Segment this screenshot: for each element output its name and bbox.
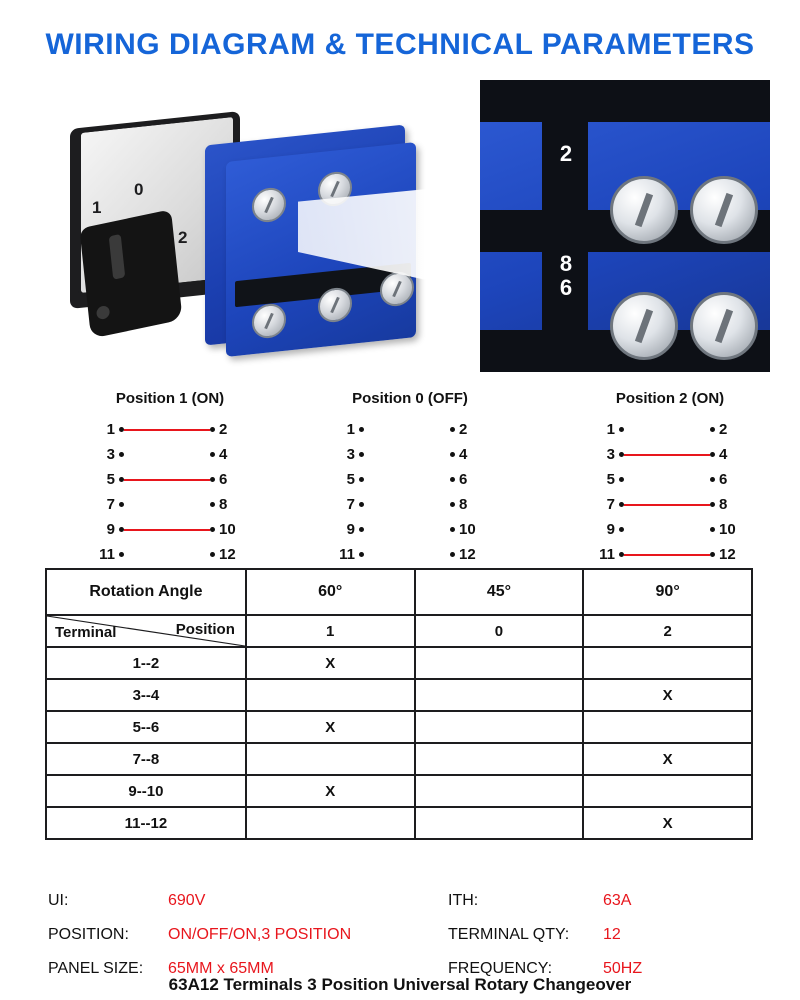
position-diagram-title: Position 2 (ON) <box>615 390 725 407</box>
connection-wire <box>124 479 210 481</box>
terminal-pair-row <box>285 542 535 567</box>
terminal-pair-row <box>285 492 535 517</box>
table-cell <box>415 679 584 711</box>
table-cell: X <box>583 807 752 839</box>
terminal-dot-right <box>210 552 215 557</box>
terminal-left-label: 7 <box>606 496 615 513</box>
technical-table <box>45 568 753 840</box>
spec-left <box>48 926 448 944</box>
terminal-right-label: 12 <box>219 546 236 563</box>
terminal-right-label: 10 <box>219 521 236 538</box>
terminal-right-label: 6 <box>219 471 228 488</box>
rotation-angle-label: Rotation Angle <box>46 569 246 615</box>
spec-label-panel-size: PANEL SIZE: <box>48 960 144 977</box>
terminal-pair-row <box>45 492 295 517</box>
terminal-right-label: 4 <box>719 446 728 463</box>
terminal-pair-row <box>285 517 535 542</box>
table-cell <box>583 647 752 679</box>
terminal-left-label: 11 <box>99 546 115 563</box>
terminal-right-label: 2 <box>219 421 228 438</box>
zoom-terminal-number-10: 10 <box>554 391 578 413</box>
spec-row <box>48 918 758 952</box>
table-row <box>46 743 752 775</box>
terminal-left-label: 1 <box>106 421 115 438</box>
table-row <box>46 775 752 807</box>
terminal-left-label: 9 <box>606 521 615 538</box>
spec-value-terminal-qty: 12 <box>603 926 621 943</box>
position-value-1: 1 <box>246 615 415 647</box>
terminal-left-label: 1 <box>346 421 355 438</box>
terminal-right-label: 4 <box>219 446 228 463</box>
connection-gap <box>624 554 710 556</box>
terminal-pair-row <box>545 417 795 442</box>
terminal-right-label: 8 <box>719 496 728 513</box>
terminal-pair-row <box>545 517 795 542</box>
connection-gap <box>364 454 450 456</box>
terminal-dot-right <box>210 452 215 457</box>
terminal-pair-label: 1--2 <box>46 647 246 679</box>
zoom-terminal-screw <box>690 292 758 360</box>
angle-45: 45° <box>415 569 584 615</box>
knob-slot <box>109 234 126 280</box>
zoom-terminal-number-6: 6 <box>559 275 573 300</box>
terminal-dot-right <box>450 452 455 457</box>
terminal-pair-row <box>45 542 295 567</box>
terminal-pair-row <box>285 442 535 467</box>
position-diagram-title: Position 0 (OFF) <box>352 390 468 407</box>
connection-gap <box>624 479 710 481</box>
spec-value-panel-size: 65MM x 65MM <box>168 960 274 977</box>
connection-gap <box>624 529 710 531</box>
terminal-dot-right <box>210 477 215 482</box>
terminal-left-label: 9 <box>346 521 355 538</box>
terminal-right-label: 2 <box>719 421 728 438</box>
angle-60: 60° <box>246 569 415 615</box>
table-row-rotation-angle <box>46 569 752 615</box>
table-cell: X <box>246 647 415 679</box>
zoom-terminal-screw <box>690 176 758 244</box>
zoom-number-strip <box>542 80 588 365</box>
angle-90: 90° <box>583 569 752 615</box>
terminal-right-label: 6 <box>719 471 728 488</box>
connection-gap <box>364 479 450 481</box>
terminal-left-label: 5 <box>346 471 355 488</box>
connection-gap <box>124 429 210 431</box>
terminal-dot-right <box>450 502 455 507</box>
terminal-left-label: 7 <box>346 496 355 513</box>
table-cell <box>415 647 584 679</box>
connection-gap <box>364 504 450 506</box>
spec-value-ith: 63A <box>603 892 632 909</box>
table-cell <box>415 743 584 775</box>
zoom-terminal-number-12: 12 <box>554 369 578 391</box>
terminal-pair-row <box>285 417 535 442</box>
terminal-left-label: 9 <box>106 521 115 538</box>
terminal-dot-right <box>210 527 215 532</box>
spec-row <box>48 884 758 918</box>
connection-gap <box>364 429 450 431</box>
table-row <box>46 647 752 679</box>
zoom-dark-bar <box>480 80 770 122</box>
connection-gap <box>124 454 210 456</box>
terminal-dot-right <box>710 452 715 457</box>
terminal-left-label: 11 <box>599 546 615 563</box>
table-cell: X <box>583 743 752 775</box>
terminal-left-label: 3 <box>606 446 615 463</box>
connection-gap <box>624 429 710 431</box>
position-diagram-title: Position 1 (ON) <box>115 390 225 407</box>
table-row <box>46 711 752 743</box>
spec-value-ui: 690V <box>168 892 206 909</box>
terminal-pair-row <box>45 467 295 492</box>
table-cell: X <box>246 711 415 743</box>
table-cell <box>415 807 584 839</box>
terminal-pair-label: 9--10 <box>46 775 246 807</box>
connection-wire <box>124 429 210 431</box>
terminal-pair-row <box>545 467 795 492</box>
rotary-knob <box>79 209 182 338</box>
table-cell <box>415 775 584 807</box>
connection-wire <box>624 454 710 456</box>
spec-label-frequency: FREQUENCY: <box>448 960 553 977</box>
terminal-right-label: 2 <box>459 421 468 438</box>
terminal-right-label: 8 <box>459 496 468 513</box>
terminal-left-label: 7 <box>106 496 115 513</box>
terminal-pair-row <box>45 417 295 442</box>
terminal-pair-row <box>45 517 295 542</box>
spec-label-position: POSITION: <box>48 926 129 943</box>
position-diagrams <box>0 390 800 570</box>
connection-gap <box>124 504 210 506</box>
connection-gap <box>364 554 450 556</box>
position-value-2: 2 <box>583 615 752 647</box>
terminal-left-label: 3 <box>346 446 355 463</box>
table-cell <box>246 679 415 711</box>
connection-wire <box>624 554 710 556</box>
terminal-pair-row <box>285 467 535 492</box>
dial-marking-1: 1 <box>92 198 102 217</box>
terminal-right-label: 6 <box>459 471 468 488</box>
position-diagram-1 <box>45 390 295 567</box>
dial-marking-0: 0 <box>134 180 144 199</box>
spec-right <box>448 892 758 910</box>
connection-gap <box>624 454 710 456</box>
spec-value-position: ON/OFF/ON,3 POSITION <box>168 926 352 943</box>
terminal-right-label: 12 <box>719 546 736 563</box>
spec-label-terminal-qty: TERMINAL QTY: <box>448 926 570 943</box>
table-row <box>46 807 752 839</box>
terminal-dot-right <box>450 477 455 482</box>
terminal-left-label: 1 <box>606 421 615 438</box>
zoom-terminal-screw <box>610 292 678 360</box>
terminal-dot-right <box>450 427 455 432</box>
corner-label-position: Position <box>175 621 235 638</box>
connection-wire <box>624 504 710 506</box>
terminal-pair-row <box>545 542 795 567</box>
connection-gap <box>124 554 210 556</box>
specifications <box>48 884 758 986</box>
zoom-terminal-number-8: 8 <box>559 251 573 276</box>
terminal-dot-right <box>450 552 455 557</box>
terminal-left-label: 5 <box>606 471 615 488</box>
terminal-right-label: 12 <box>459 546 476 563</box>
position-value-0: 0 <box>415 615 584 647</box>
page-title: WIRING DIAGRAM & TECHNICAL PARAMETERS <box>45 28 755 61</box>
terminal-pair-row <box>545 442 795 467</box>
table-cell <box>583 775 752 807</box>
zoom-terminal-number-2: 2 <box>559 141 573 166</box>
position-diagram-2 <box>545 390 795 567</box>
spec-value-frequency: 50HZ <box>603 960 643 977</box>
terminal-pair-label: 3--4 <box>46 679 246 711</box>
position-diagram-0 <box>285 390 535 567</box>
spec-label-ith: ITH: <box>448 892 479 909</box>
terminal-right-label: 8 <box>219 496 228 513</box>
footer-caption: 63A12 Terminals 3 Position Universal Rotary Changeover <box>168 975 632 994</box>
terminal-dot-right <box>710 527 715 532</box>
table-cell <box>246 807 415 839</box>
terminal-dot-right <box>210 502 215 507</box>
terminal-pair-label: 7--8 <box>46 743 246 775</box>
spec-right <box>448 926 758 944</box>
connection-gap <box>124 529 210 531</box>
terminal-dot-right <box>710 502 715 507</box>
connection-wire <box>124 529 210 531</box>
terminal-pair-label: 11--12 <box>46 807 246 839</box>
table-row <box>46 679 752 711</box>
terminal-dot-right <box>710 552 715 557</box>
terminal-pair-row <box>545 492 795 517</box>
terminal-dot-right <box>710 477 715 482</box>
table-cell <box>246 743 415 775</box>
spec-label-ui: UI: <box>48 892 69 909</box>
terminal-pair-row <box>45 442 295 467</box>
position-terminal-corner-cell <box>46 615 246 647</box>
terminal-dot-right <box>450 527 455 532</box>
zoom-terminal-screw <box>610 176 678 244</box>
corner-label-terminal: Terminal <box>55 624 117 641</box>
connection-gap <box>124 479 210 481</box>
table-cell: X <box>583 679 752 711</box>
knob-dot <box>96 305 110 321</box>
dial-marking-2: 2 <box>178 228 188 247</box>
spec-left <box>48 892 448 910</box>
terminal-dot-right <box>710 427 715 432</box>
table-row-position-header <box>46 615 752 647</box>
connection-gap <box>624 504 710 506</box>
terminal-right-label: 10 <box>719 521 736 538</box>
table-cell: X <box>246 775 415 807</box>
terminal-left-label: 5 <box>106 471 115 488</box>
terminal-right-label: 10 <box>459 521 476 538</box>
connection-gap <box>364 529 450 531</box>
table-cell <box>583 711 752 743</box>
terminal-right-label: 4 <box>459 446 468 463</box>
terminal-left-label: 11 <box>339 546 355 563</box>
terminal-pair-label: 5--6 <box>46 711 246 743</box>
terminal-left-label: 3 <box>106 446 115 463</box>
table-cell <box>415 711 584 743</box>
terminal-dot-right <box>210 427 215 432</box>
